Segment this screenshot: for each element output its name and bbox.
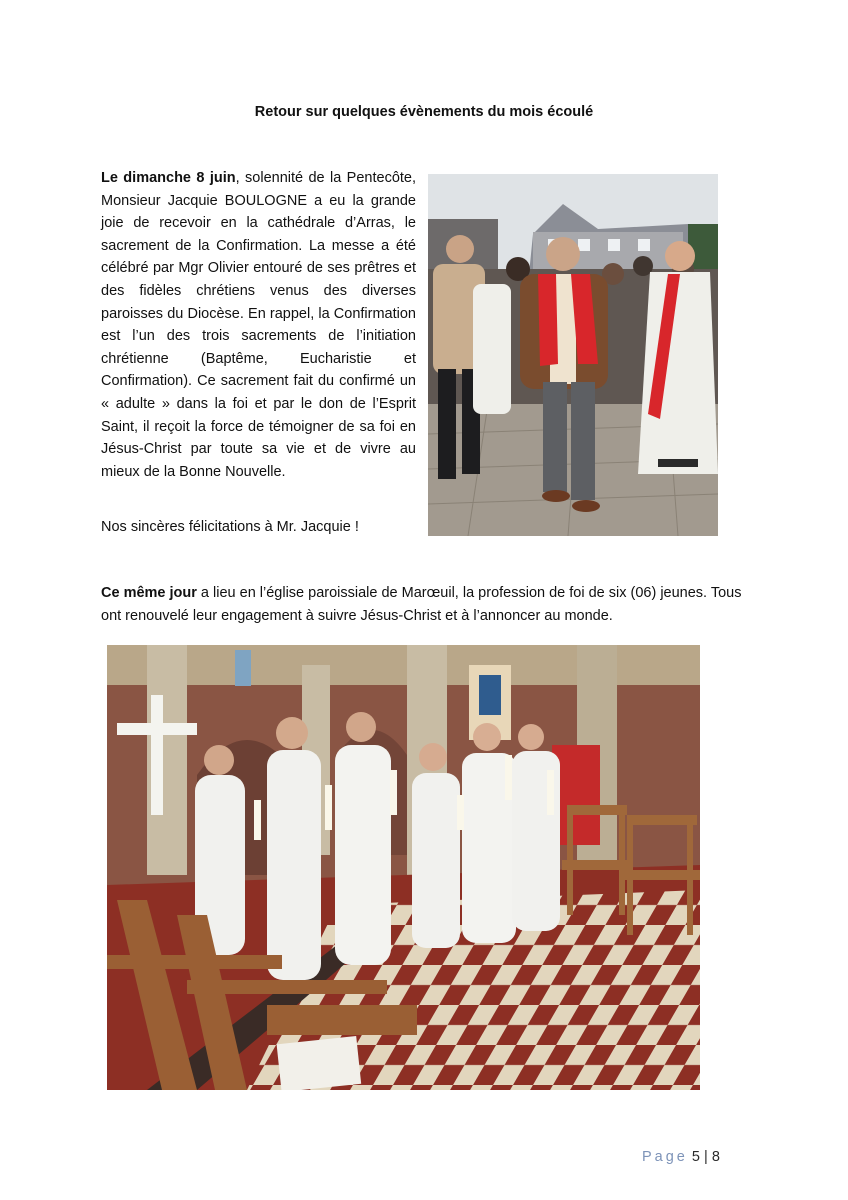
paragraph-body: , solennité de la Pentecôte, Monsieur Jacquie BOULOGNE a eu la grande joie de recevoir en la cathédrale d’Arras, le sacrement de la Confirmation. La messe a été célébré par Mgr Olivier entouré de ses prêtres et des fidèles chrétiens venus des diverses paroisses du Diocèse. En rappel, la Confirmation est l’un des trois sacrements de l’initiation chrétienne (Baptême, Eucharistie et Confirmation). Ce sacrement fait du confirmé un « adulte » dans la foi et par le don de l’Esprit Saint, il reçoit la force de témoigner de sa foi en Jésus-Christ par toute sa vie et de vivre au mieux de la Bonne Nouvelle. — [101, 170, 416, 480]
page-total: 8 — [711, 1149, 720, 1165]
page-label: Page — [642, 1149, 688, 1165]
page-number: 5 — [691, 1149, 700, 1165]
profession-de-foi-photo — [107, 645, 700, 1090]
paragraph-confirmation — [101, 167, 416, 483]
paragraph-lead: Le dimanche 8 juin — [101, 170, 236, 186]
page-title: Retour sur quelques évènements du mois écoulé — [254, 104, 594, 120]
confirmation-photo — [428, 174, 718, 536]
congratulations-text: Nos sincères félicitations à Mr. Jacquie ! — [101, 519, 359, 535]
paragraph-profession-de-foi — [101, 582, 761, 627]
page-separator: | — [704, 1149, 708, 1165]
page-footer — [642, 1149, 720, 1165]
paragraph-body: a lieu en l’église paroissiale de Marœuil, la profession de foi de six (06) jeunes. Tous ont renouvelé leur engagement à suivre Jésus-Christ et à l’annoncer au monde. — [101, 585, 742, 624]
paragraph-lead: Ce même jour — [101, 585, 197, 601]
